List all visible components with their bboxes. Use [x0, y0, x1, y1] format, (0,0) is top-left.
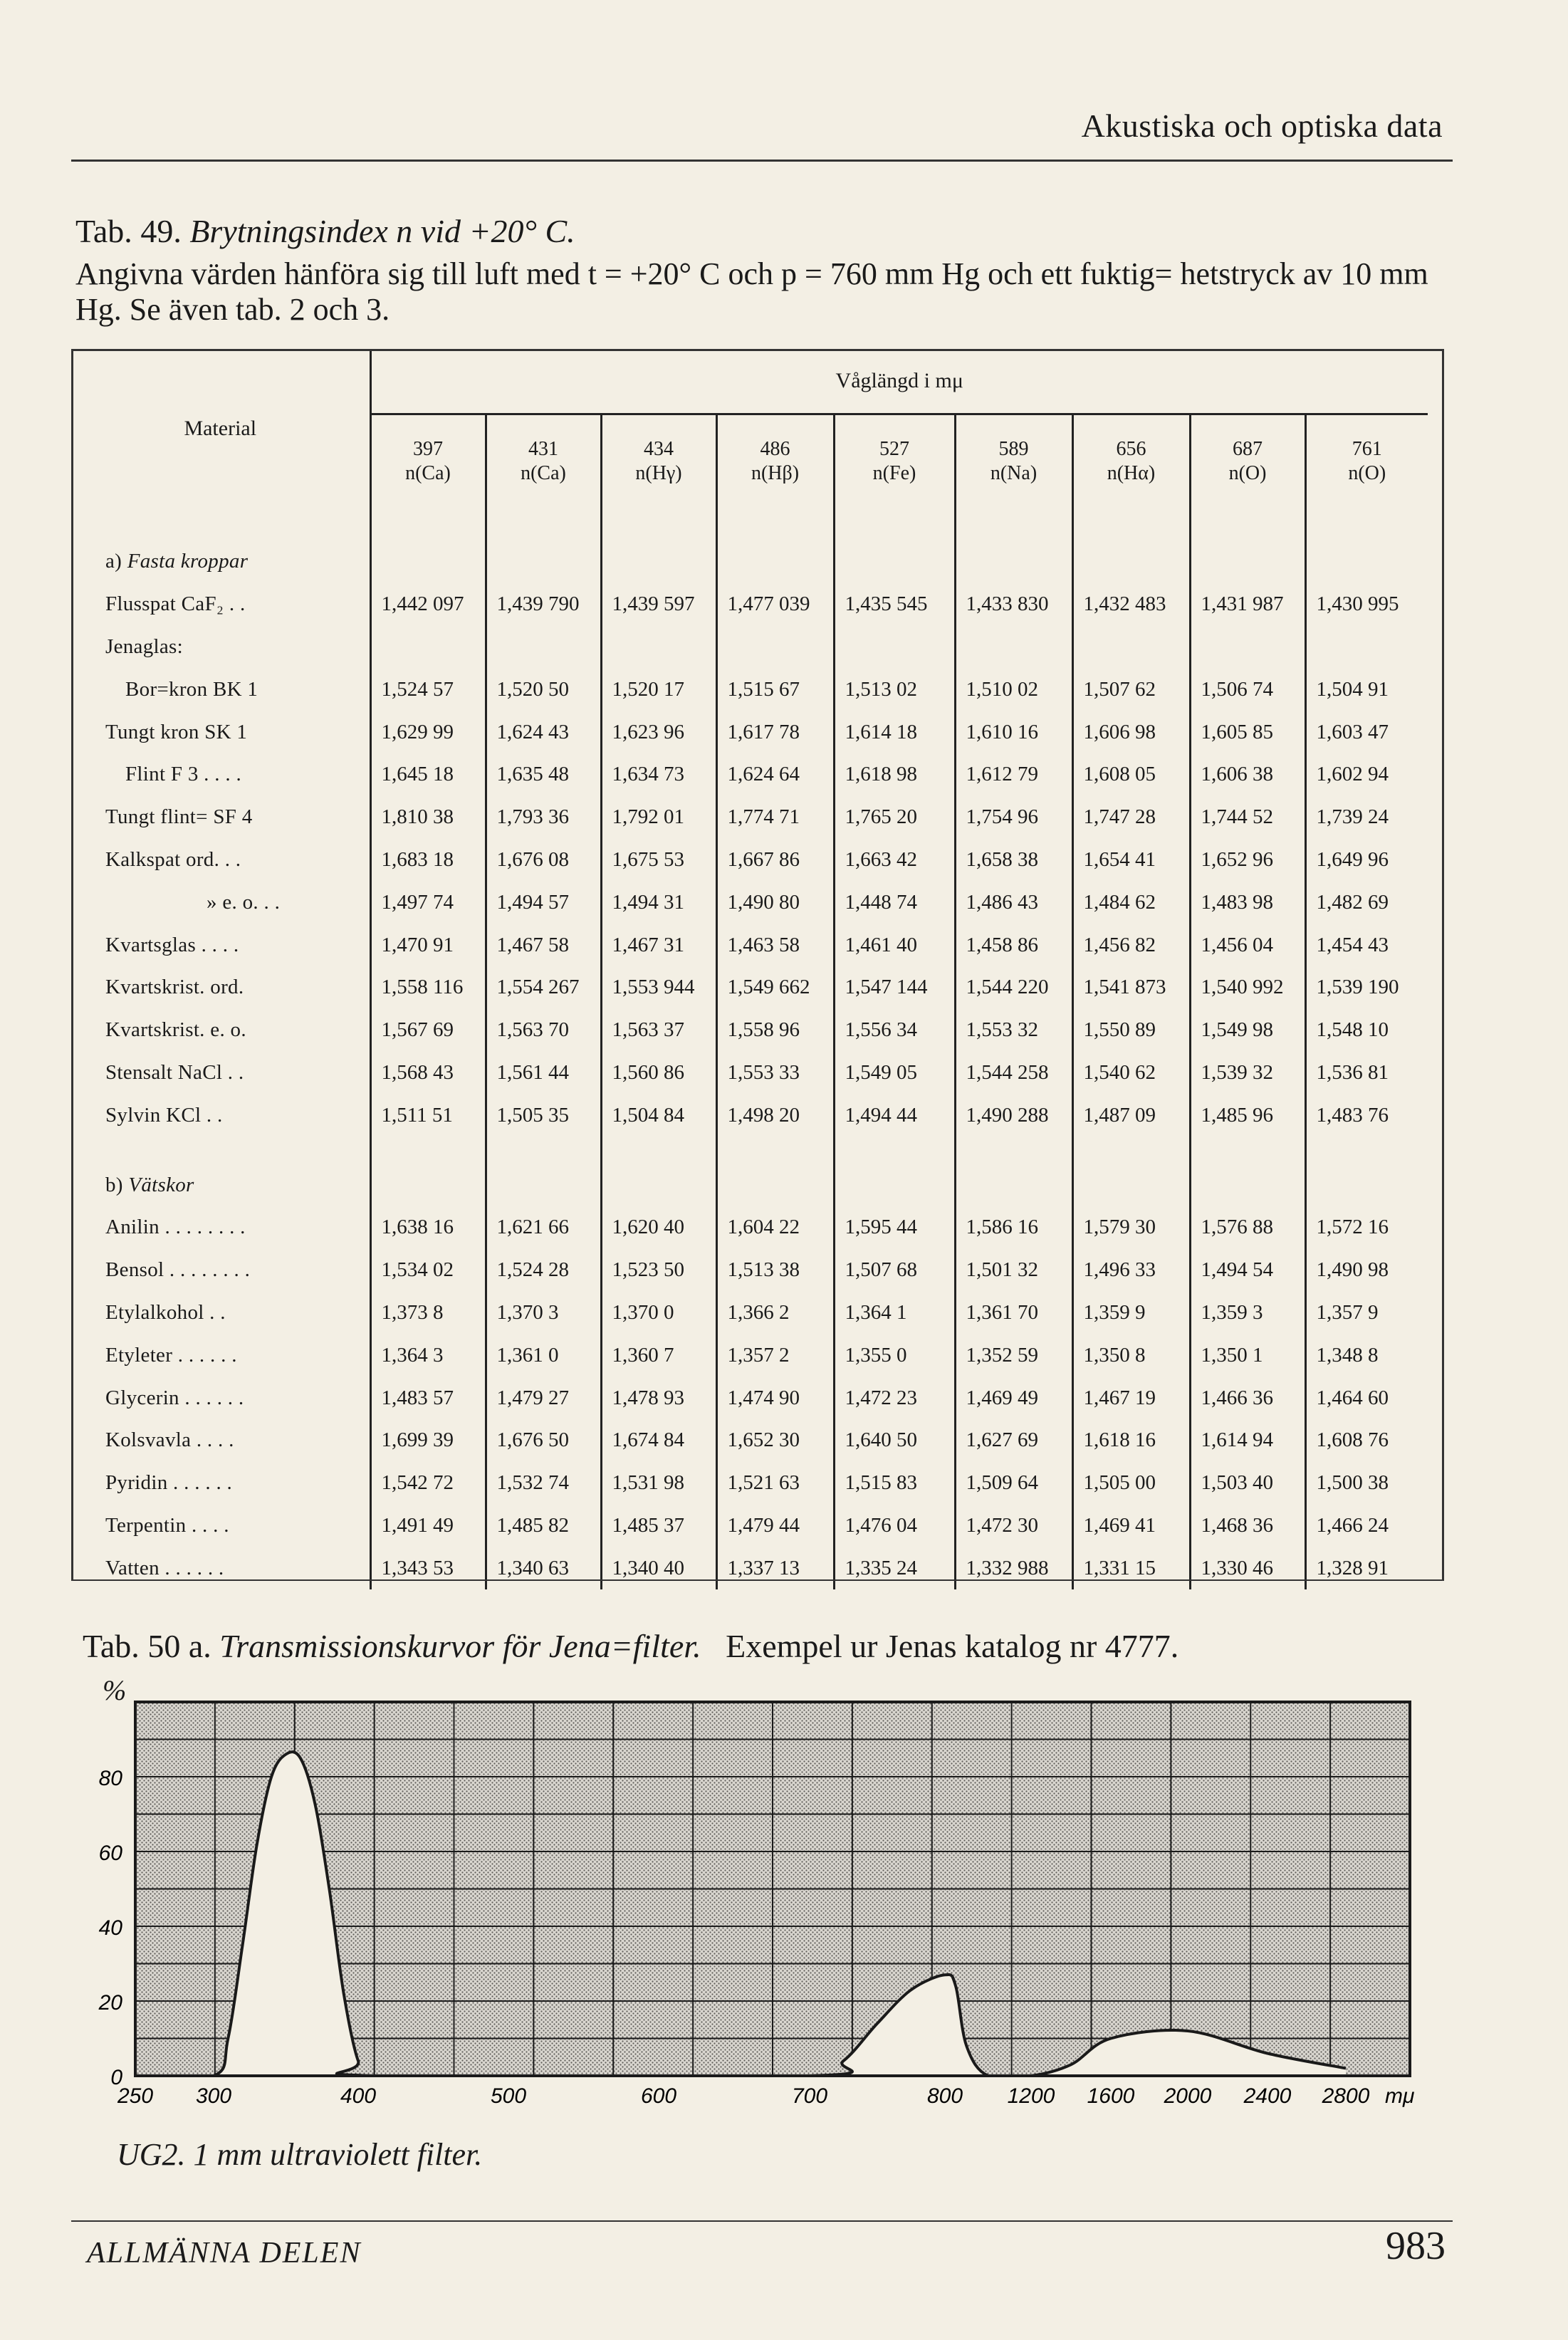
refractive-index-cell: 1,448 74 [834, 881, 955, 924]
refractive-index-cell: 1,357 2 [716, 1334, 834, 1377]
refractive-index-cell: 1,603 47 [1305, 711, 1428, 753]
group-label: Jenaglas: [105, 634, 184, 658]
refractive-index-cell: 1,567 69 [370, 1009, 486, 1052]
table49-title: Brytningsindex n vid +20° C. [189, 213, 575, 249]
refractive-index-cell: 1,340 63 [486, 1547, 601, 1589]
refractive-index-cell: 1,605 85 [1190, 711, 1305, 753]
refractive-index-cell: 1,634 73 [601, 753, 716, 796]
x-tick-label: 2800 [1322, 2084, 1370, 2108]
refractive-index-cell: 1,602 94 [1305, 753, 1428, 796]
refractive-index-cell: 1,747 28 [1072, 796, 1190, 839]
refractive-index-cell: 1,432 483 [1072, 583, 1190, 626]
refractive-index-cell: 1,624 43 [486, 711, 601, 753]
refractive-index-cell: 1,765 20 [834, 796, 955, 839]
refractive-index-cell: 1,510 02 [955, 668, 1072, 711]
material-name: Stensalt NaCl . . [105, 1060, 244, 1084]
refractive-index-cell: 1,549 662 [716, 966, 834, 1009]
material-name: Sylvin KCl . . [105, 1103, 223, 1127]
refractive-index-cell: 1,541 873 [1072, 966, 1190, 1009]
refractive-index-cell: 1,774 71 [716, 796, 834, 839]
material-name: Flusspat CaF₂ . . [105, 592, 246, 616]
refractive-index-cell: 1,509 64 [955, 1462, 1072, 1505]
refractive-index-cell: 1,792 01 [601, 796, 716, 839]
refractive-index-cell: 1,350 1 [1190, 1334, 1305, 1377]
refractive-index-cell: 1,614 94 [1190, 1419, 1305, 1462]
refractive-index-cell: 1,482 69 [1305, 881, 1428, 924]
refractive-index-cell: 1,340 40 [601, 1547, 716, 1589]
refractive-index-cell: 1,468 36 [1190, 1505, 1305, 1547]
material-name: Kalkspat ord. . . [105, 847, 241, 871]
refractive-index-cell: 1,483 98 [1190, 881, 1305, 924]
refractive-index-cell: 1,793 36 [486, 796, 601, 839]
refractive-index-cell: 1,513 02 [834, 668, 955, 711]
material-name: Vatten . . . . . . [105, 1556, 224, 1579]
refractive-index-cell: 1,456 04 [1190, 924, 1305, 966]
refractive-index-cell: 1,490 80 [716, 881, 834, 924]
wavelength-value: 656 [1116, 438, 1146, 460]
y-tick-labels [98, 1767, 123, 2089]
wavelength-value: 431 [528, 438, 558, 460]
material-name: Tungt kron SK 1 [105, 720, 248, 743]
refractive-index-cell: 1,606 38 [1190, 753, 1305, 796]
refractive-index-cell: 1,332 988 [955, 1547, 1072, 1589]
refractive-index-cell: 1,370 3 [486, 1292, 601, 1334]
refractive-index-cell: 1,554 267 [486, 966, 601, 1009]
refractive-index-cell: 1,487 09 [1072, 1094, 1190, 1137]
refractive-index-cell: 1,456 82 [1072, 924, 1190, 966]
refractive-index-cell: 1,511 51 [370, 1094, 486, 1137]
refractive-index-cell: 1,563 37 [601, 1009, 716, 1052]
refractive-index-cell: 1,503 40 [1190, 1462, 1305, 1505]
refractive-index-cell: 1,620 40 [601, 1206, 716, 1249]
refractive-index-cell: 1,504 84 [601, 1094, 716, 1137]
section-letter: b) [105, 1173, 123, 1196]
wavelength-value: 434 [644, 438, 674, 460]
refractive-index-cell: 1,477 039 [716, 583, 834, 626]
refractive-index-cell: 1,676 50 [486, 1419, 601, 1462]
refractive-index-cell: 1,483 57 [370, 1377, 486, 1419]
refractive-index-cell: 1,623 96 [601, 711, 716, 753]
refractive-index-cell: 1,520 17 [601, 668, 716, 711]
refractive-index-cell: 1,608 05 [1072, 753, 1190, 796]
refractive-index-cell: 1,652 96 [1190, 839, 1305, 882]
refractive-index-cell: 1,521 63 [716, 1462, 834, 1505]
refractive-index-cell: 1,506 74 [1190, 668, 1305, 711]
y-tick-label: 60 [98, 1842, 122, 1865]
refractive-index-cell: 1,524 28 [486, 1249, 601, 1292]
refractive-index-cell: 1,494 57 [486, 881, 601, 924]
table50-title: Transmissionskurvor för Jena=filter. [219, 1628, 701, 1664]
refractive-index-cell: 1,558 116 [370, 966, 486, 1009]
section-name: Vätskor [128, 1173, 194, 1196]
refractive-index-cell: 1,355 0 [834, 1334, 955, 1377]
refractive-index-cell: 1,539 32 [1190, 1052, 1305, 1095]
x-tick-label: 1600 [1087, 2084, 1135, 2108]
footer-rule [71, 2220, 1453, 2222]
wavelength-header: Våglängd i mμ [370, 349, 1428, 414]
refractive-index-cell: 1,442 097 [370, 583, 486, 626]
table50-number: 50 a. [147, 1628, 211, 1664]
refractive-index-cell: 1,610 16 [955, 711, 1072, 753]
refractive-index-cell: 1,357 9 [1305, 1292, 1428, 1334]
refractive-index-cell: 1,352 59 [955, 1334, 1072, 1377]
material-name: Bensol . . . . . . . . [105, 1258, 251, 1282]
refractive-index-cell: 1,556 34 [834, 1009, 955, 1052]
refractive-index-cell: 1,486 43 [955, 881, 1072, 924]
refractive-index-cell: 1,490 98 [1305, 1249, 1428, 1292]
footer-section: ALLMÄNNA DELEN [87, 2237, 362, 2270]
y-tick-label: 40 [98, 1916, 122, 1940]
refractive-index-cell: 1,470 91 [370, 924, 486, 966]
refractive-index-cell: 1,501 32 [955, 1249, 1072, 1292]
spectral-line: n(Na) [990, 462, 1038, 484]
refractive-index-cell: 1,627 69 [955, 1419, 1072, 1462]
material-name: Flint F 3 . . . . [125, 763, 242, 786]
wavelength-value: 486 [760, 438, 790, 460]
refractive-index-cell: 1,608 76 [1305, 1419, 1428, 1462]
refractive-index-cell: 1,431 987 [1190, 583, 1305, 626]
refractive-index-cell: 1,618 16 [1072, 1419, 1190, 1462]
refractive-index-cell: 1,350 8 [1072, 1334, 1190, 1377]
refractive-index-cell: 1,370 0 [601, 1292, 716, 1334]
spectral-line: n(O) [1348, 462, 1386, 484]
refractive-index-cell: 1,496 33 [1072, 1249, 1190, 1292]
refractive-index-cell: 1,469 41 [1072, 1505, 1190, 1547]
material-name: Kvartskrist. e. o. [105, 1018, 246, 1042]
refractive-index-cell: 1,618 98 [834, 753, 955, 796]
refractive-index-cell: 1,739 24 [1305, 796, 1428, 839]
refractive-index-cell: 1,467 19 [1072, 1377, 1190, 1419]
refractive-index-cell: 1,560 86 [601, 1052, 716, 1095]
spectral-line: n(Fe) [872, 462, 916, 484]
spectral-line: n(Hα) [1107, 462, 1156, 484]
refractive-index-cell: 1,654 41 [1072, 839, 1190, 882]
refractive-index-cell: 1,439 790 [486, 583, 601, 626]
refractive-index-cell: 1,540 992 [1190, 966, 1305, 1009]
refractive-index-cell: 1,485 82 [486, 1505, 601, 1547]
refractive-index-cell: 1,754 96 [955, 796, 1072, 839]
refractive-index-cell: 1,553 32 [955, 1009, 1072, 1052]
material-name: Bor=kron BK 1 [125, 677, 258, 701]
refractive-index-cell: 1,466 36 [1190, 1377, 1305, 1419]
refractive-index-cell: 1,576 88 [1190, 1206, 1305, 1249]
table49-number: 49. [140, 213, 182, 249]
refractive-index-cell: 1,544 220 [955, 966, 1072, 1009]
refractive-index-cell: 1,335 24 [834, 1547, 955, 1589]
refractive-index-cell: 1,549 98 [1190, 1009, 1305, 1052]
refractive-index-cell: 1,579 30 [1072, 1206, 1190, 1249]
refractive-index-cell: 1,612 79 [955, 753, 1072, 796]
refractive-index-cell: 1,520 50 [486, 668, 601, 711]
refractive-index-cell: 1,479 27 [486, 1377, 601, 1419]
refractive-index-cell: 1,485 37 [601, 1505, 716, 1547]
refractive-index-cell: 1,699 39 [370, 1419, 486, 1462]
refractive-index-cell: 1,474 90 [716, 1377, 834, 1419]
refractive-index-cell: 1,550 89 [1072, 1009, 1190, 1052]
refractive-index-cell: 1,364 1 [834, 1292, 955, 1334]
material-name: Kolsvavla . . . . [105, 1428, 234, 1452]
material-name: » e. o. . . [207, 890, 281, 914]
refractive-index-cell: 1,595 44 [834, 1206, 955, 1249]
refractive-index-cell: 1,483 76 [1305, 1094, 1428, 1137]
refractive-index-cell: 1,638 16 [370, 1206, 486, 1249]
refractive-index-cell: 1,435 545 [834, 583, 955, 626]
refractive-index-cell: 1,494 44 [834, 1094, 955, 1137]
refractive-index-cell: 1,558 96 [716, 1009, 834, 1052]
refractive-index-cell: 1,540 62 [1072, 1052, 1190, 1095]
material-name: Etylalkohol . . [105, 1300, 226, 1324]
refractive-index-cell: 1,494 54 [1190, 1249, 1305, 1292]
refractive-index-cell: 1,624 64 [716, 753, 834, 796]
refractive-index-cell: 1,507 68 [834, 1249, 955, 1292]
refractive-index-cell: 1,467 58 [486, 924, 601, 966]
refractive-index-cell: 1,476 04 [834, 1505, 955, 1547]
table50-label: Tab. [83, 1628, 140, 1664]
wavelength-value: 687 [1233, 438, 1263, 460]
refractive-index-cell: 1,635 48 [486, 753, 601, 796]
refractive-index-cell: 1,572 16 [1305, 1206, 1428, 1249]
refractive-index-cell: 1,553 33 [716, 1052, 834, 1095]
refractive-index-cell: 1,454 43 [1305, 924, 1428, 966]
refractive-index-cell: 1,500 38 [1305, 1462, 1428, 1505]
refractive-index-cell: 1,343 53 [370, 1547, 486, 1589]
refractive-index-cell: 1,563 70 [486, 1009, 601, 1052]
refractive-index-cell: 1,561 44 [486, 1052, 601, 1095]
refractive-index-cell: 1,433 830 [955, 583, 1072, 626]
refractive-index-cell: 1,586 16 [955, 1206, 1072, 1249]
material-name: Terpentin . . . . [105, 1513, 229, 1537]
x-tick-label: 1200 [1007, 2084, 1055, 2108]
refractive-index-cell: 1,645 18 [370, 753, 486, 796]
refractive-index-cell: 1,674 84 [601, 1419, 716, 1462]
y-axis-unit-label: % [103, 1674, 127, 1706]
x-tick-label: 2000 [1164, 2084, 1212, 2108]
material-name: Kvartskrist. ord. [105, 976, 244, 999]
x-tick-label: 300 [195, 2084, 232, 2108]
wavelength-value: 527 [879, 438, 909, 460]
refractive-index-cell: 1,359 3 [1190, 1292, 1305, 1334]
refractive-index-cell: 1,504 91 [1305, 668, 1428, 711]
refractive-index-cell: 1,548 10 [1305, 1009, 1428, 1052]
section-name: Fasta kroppar [127, 550, 249, 573]
x-tick-label: 400 [340, 2084, 377, 2108]
refractive-index-cell: 1,490 288 [955, 1094, 1072, 1137]
spectral-line: n(Hβ) [751, 462, 800, 484]
refractive-index-cell: 1,621 66 [486, 1206, 601, 1249]
wavelength-value: 761 [1352, 438, 1382, 460]
spectral-line: n(Hγ) [635, 462, 682, 484]
refractive-index-cell: 1,359 9 [1072, 1292, 1190, 1334]
refractive-index-cell: 1,466 24 [1305, 1505, 1428, 1547]
refractive-index-cell: 1,484 62 [1072, 881, 1190, 924]
refractive-index-cell: 1,458 86 [955, 924, 1072, 966]
refractive-index-cell: 1,744 52 [1190, 796, 1305, 839]
x-axis-unit-label: mμ [1385, 2084, 1415, 2108]
refractive-index-cell: 1,328 91 [1305, 1547, 1428, 1589]
refractive-index-cell: 1,629 99 [370, 711, 486, 753]
wavelength-value: 397 [413, 438, 443, 460]
refractive-index-cell: 1,649 96 [1305, 839, 1428, 882]
refractive-index-cell: 1,469 49 [955, 1377, 1072, 1419]
refractive-index-cell: 1,463 58 [716, 924, 834, 966]
table49-note: Angivna värden hänföra sig till luft med t = +20° C och p = 760 mm Hg och ett fuktig= hetstryck av 10 mm Hg. Se även tab. 2 och 3. [75, 256, 1428, 327]
refractive-index-cell: 1,494 31 [601, 881, 716, 924]
spectral-line: n(Ca) [405, 462, 451, 484]
refractive-index-cell: 1,676 08 [486, 839, 601, 882]
x-tick-label: 800 [926, 2084, 963, 2108]
material-name: Kvartsglas . . . . [105, 933, 239, 956]
refractive-index-cell: 1,331 15 [1072, 1547, 1190, 1589]
refractive-index-cell: 1,515 67 [716, 668, 834, 711]
material-name: Glycerin . . . . . . [105, 1386, 244, 1409]
refractive-index-cell: 1,348 8 [1305, 1334, 1428, 1377]
wavelength-value: 589 [998, 438, 1029, 460]
refractive-index-cell: 1,652 30 [716, 1419, 834, 1462]
refractive-index-cell: 1,364 3 [370, 1334, 486, 1377]
refractive-index-cell: 1,505 35 [486, 1094, 601, 1137]
spectral-line: n(O) [1228, 462, 1267, 484]
filter-caption: UG2. 1 mm ultraviolett filter. [117, 2137, 483, 2172]
x-tick-label: 2400 [1243, 2084, 1292, 2108]
refractive-index-cell: 1,524 57 [370, 668, 486, 711]
refractive-index-cell: 1,505 00 [1072, 1462, 1190, 1505]
refractive-index-cell: 1,515 83 [834, 1462, 955, 1505]
refractive-index-cell: 1,366 2 [716, 1292, 834, 1334]
x-tick-label: 700 [791, 2084, 828, 2108]
material-name: Anilin . . . . . . . . [105, 1216, 246, 1239]
refractive-index-cell: 1,497 74 [370, 881, 486, 924]
refractive-index-cell: 1,539 190 [1305, 966, 1428, 1009]
section-letter: a) [105, 550, 122, 573]
material-name: Tungt flint= SF 4 [105, 805, 253, 829]
refractive-index-cell: 1,513 38 [716, 1249, 834, 1292]
refractive-index-cell: 1,667 86 [716, 839, 834, 882]
refractive-index-cell: 1,553 944 [601, 966, 716, 1009]
x-tick-label: 250 [117, 2084, 154, 2108]
refractive-index-cell: 1,479 44 [716, 1505, 834, 1547]
running-head: Akustiska och optiska data [1081, 108, 1443, 144]
refractive-index-cell: 1,430 995 [1305, 583, 1428, 626]
refractive-index-cell: 1,361 70 [955, 1292, 1072, 1334]
refractive-index-cell: 1,531 98 [601, 1462, 716, 1505]
refractive-index-cell: 1,498 20 [716, 1094, 834, 1137]
refractive-index-cell: 1,330 46 [1190, 1547, 1305, 1589]
spectral-line: n(Ca) [521, 462, 566, 484]
refractive-index-cell: 1,472 30 [955, 1505, 1072, 1547]
table49-label: Tab. [75, 213, 132, 249]
refractive-index-cell: 1,606 98 [1072, 711, 1190, 753]
y-tick-label: 0 [110, 2066, 122, 2089]
refractive-index-cell: 1,485 96 [1190, 1094, 1305, 1137]
refractive-index-cell: 1,810 38 [370, 796, 486, 839]
refractive-index-cell: 1,544 258 [955, 1052, 1072, 1095]
refractive-index-cell: 1,549 05 [834, 1052, 955, 1095]
refractive-index-cell: 1,547 144 [834, 966, 955, 1009]
y-tick-label: 80 [98, 1767, 122, 1790]
y-tick-label: 20 [98, 1991, 122, 2015]
refractive-index-cell: 1,478 93 [601, 1377, 716, 1419]
refractive-index-cell: 1,536 81 [1305, 1052, 1428, 1095]
page-number: 983 [1386, 2224, 1446, 2268]
refractive-index-cell: 1,467 31 [601, 924, 716, 966]
refractive-index-cell: 1,675 53 [601, 839, 716, 882]
refractive-index-cell: 1,568 43 [370, 1052, 486, 1095]
refractive-index-cell: 1,542 72 [370, 1462, 486, 1505]
refractive-index-cell: 1,523 50 [601, 1249, 716, 1292]
refractive-index-cell: 1,532 74 [486, 1462, 601, 1505]
x-tick-labels [117, 2084, 1370, 2108]
x-tick-label: 600 [640, 2084, 677, 2108]
refractive-index-cell: 1,617 78 [716, 711, 834, 753]
refractive-index-cell: 1,683 18 [370, 839, 486, 882]
refractive-index-cell: 1,464 60 [1305, 1377, 1428, 1419]
refractive-index-cell: 1,360 7 [601, 1334, 716, 1377]
material-name: Pyridin . . . . . . [105, 1471, 233, 1495]
refractive-index-cell: 1,507 62 [1072, 668, 1190, 711]
refractive-index-cell: 1,461 40 [834, 924, 955, 966]
refractive-index-cell: 1,663 42 [834, 839, 955, 882]
refractive-index-cell: 1,361 0 [486, 1334, 601, 1377]
x-tick-label: 500 [490, 2084, 527, 2108]
refractive-index-cell: 1,337 13 [716, 1547, 834, 1589]
material-name: Etyleter . . . . . . [105, 1343, 237, 1367]
refractive-index-cell: 1,373 8 [370, 1292, 486, 1334]
refractive-index-cell: 1,439 597 [601, 583, 716, 626]
material-header: Material [184, 416, 257, 440]
refractive-index-cell: 1,534 02 [370, 1249, 486, 1292]
refractive-index-cell: 1,640 50 [834, 1419, 955, 1462]
refractive-index-cell: 1,614 18 [834, 711, 955, 753]
table50-subtitle: Exempel ur Jenas katalog nr 4777. [726, 1628, 1179, 1664]
refractive-index-cell: 1,472 23 [834, 1377, 955, 1419]
refractive-index-cell: 1,658 38 [955, 839, 1072, 882]
refractive-index-cell: 1,604 22 [716, 1206, 834, 1249]
refractive-index-cell: 1,491 49 [370, 1505, 486, 1547]
